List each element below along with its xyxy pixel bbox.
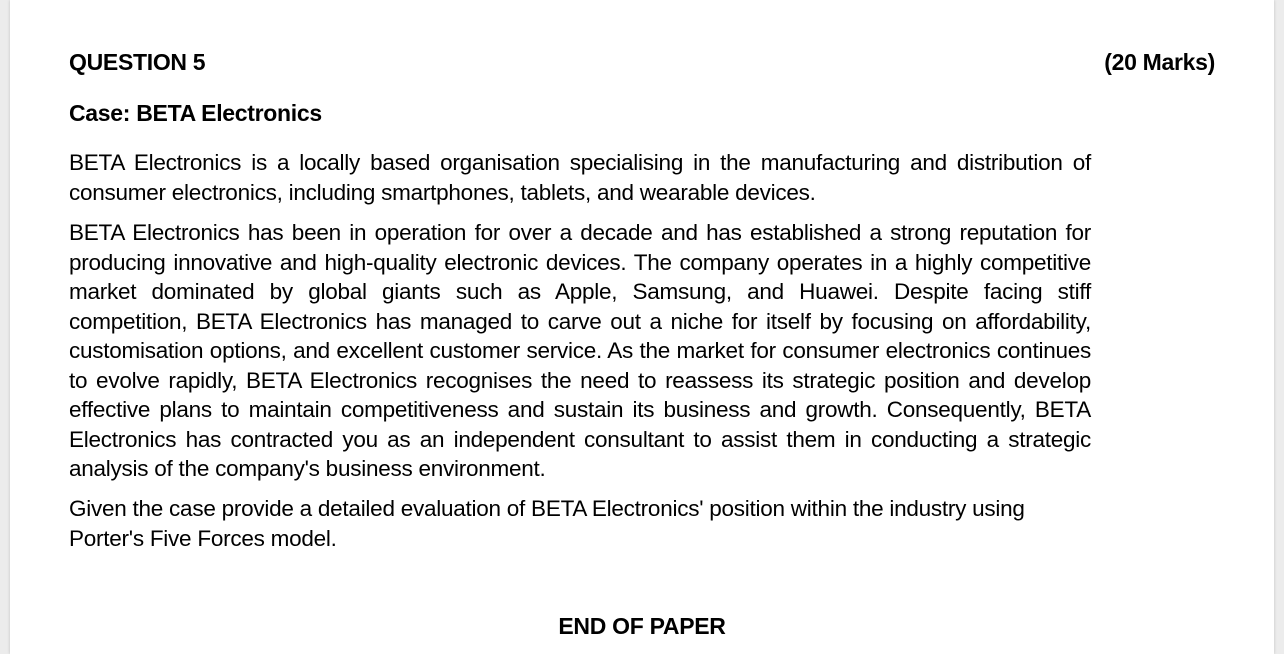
case-title: Case: BETA Electronics: [69, 100, 322, 126]
case-paragraph-2: BETA Electronics has been in operation for over a decade and has established a strong reputation for producing innovative and high-quality electronic devices. The company operates in a highly competitive market dominated by global giants such as Apple, Samsung, and Huawei. Despite facing stiff competition, BETA Electronics has managed to carve out a niche for itself by focusing on affordability, customisation options, and excellent customer service. As the market for consumer electronics continues to evolve rapidly, BETA Electronics recognises the need to reassess its strategic position and develop effective plans to maintain competitiveness and sustain its business and growth. Consequently, BETA Electronics has contracted you as an independent consultant to assist them in conducting a strategic analysis of the company's business environment.: [69, 220, 1091, 481]
question-title: QUESTION 5: [69, 49, 206, 75]
case-paragraph-1: BETA Electronics is a locally based organisation specialising in the manufacturing and distribution of consumer electronics, including smartphones, tablets, and wearable devices.: [69, 150, 1091, 205]
question-header: [69, 46, 1215, 78]
end-of-paper: END OF PAPER: [558, 613, 726, 639]
question-instruction: Given the case provide a detailed evaluation of BETA Electronics' position within the industry using Porter's Five Forces model.: [69, 496, 1025, 551]
document-page: [10, 0, 1274, 654]
question-marks: (20 Marks): [1104, 49, 1215, 75]
